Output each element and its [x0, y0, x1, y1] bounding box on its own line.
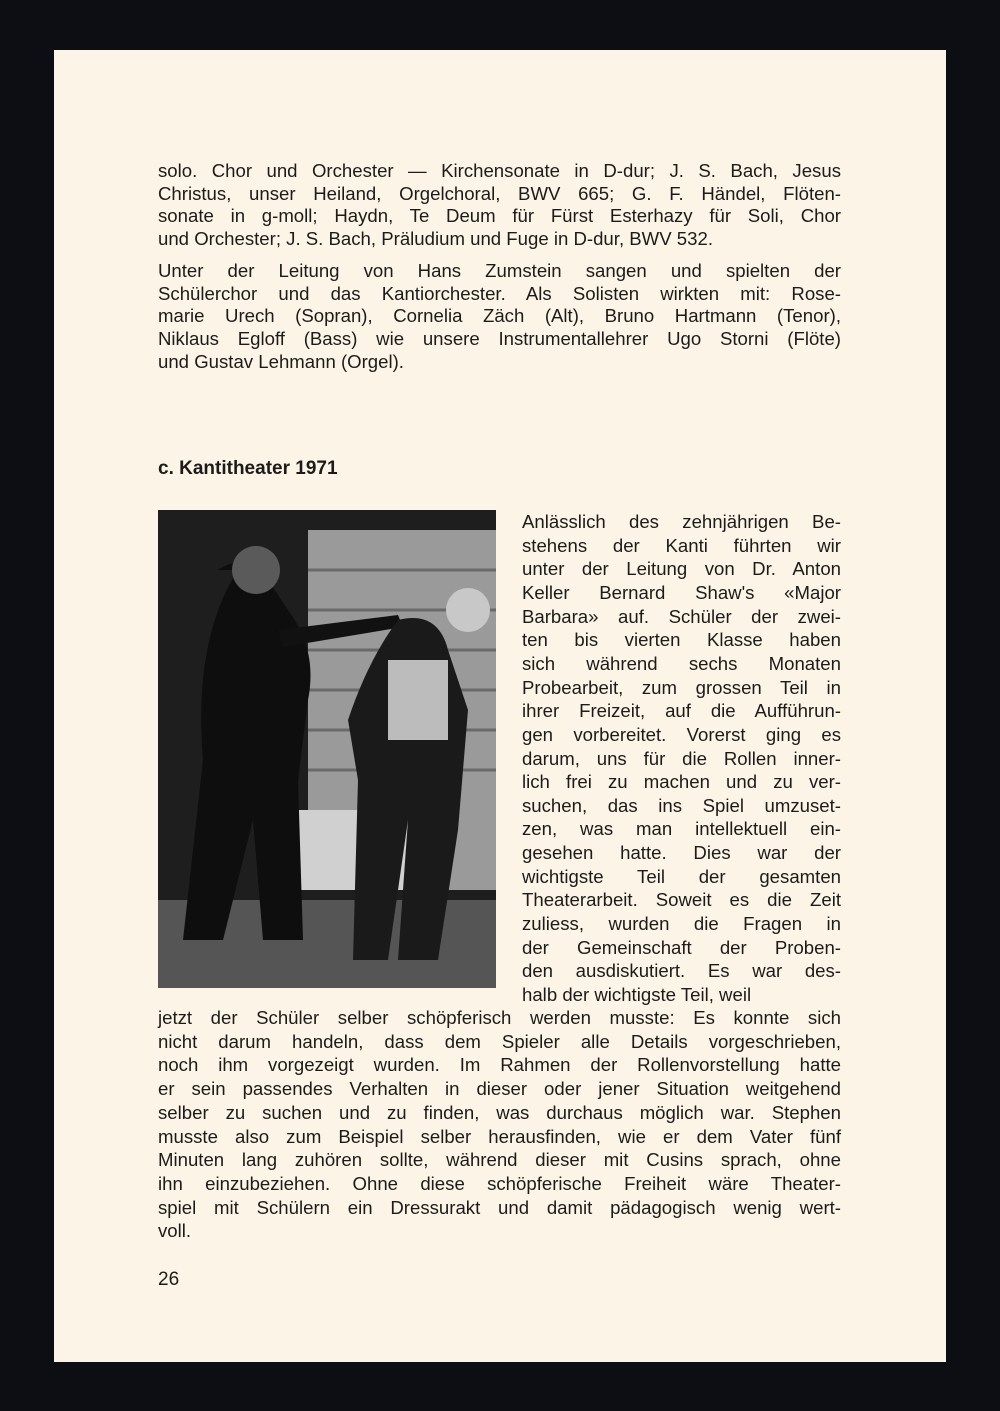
text-line: sonate in g-moll; Haydn, Te Deum für Fürst Esterhazy für Soli, Chor [158, 205, 841, 227]
column-text-line: sich während sechs Monaten [522, 652, 841, 674]
text-line: noch ihm vorgezeigt wurden. Im Rahmen der Rollenvorstellung hatte [158, 1054, 841, 1076]
section-heading: c. Kantitheater 1971 [158, 458, 338, 479]
text-line: musste also zum Beispiel selber herausfinden, wie er dem Vater fünf [158, 1125, 841, 1147]
column-text-line: unter der Leitung von Dr. Anton [522, 558, 841, 580]
text-line: jetzt der Schüler selber schöpferisch werden musste: Es konnte sich [158, 1007, 841, 1028]
text-line: selber zu suchen und zu finden, was durchaus möglich war. Stephen [158, 1101, 841, 1123]
text-line: spiel mit Schülern ein Dressurakt und damit pädagogisch wenig wert- [158, 1196, 841, 1218]
text-line: marie Urech (Sopran), Cornelia Zäch (Alt), Bruno Hartmann (Tenor), [158, 305, 841, 327]
column-text-line: stehens der Kanti führten wir [522, 534, 841, 556]
column-text-line: wichtigste Teil der gesamten [522, 865, 841, 887]
column-text-line: halb der wichtigste Teil, weil [522, 984, 752, 1005]
column-text-line: Barbara» auf. Schüler der zwei- [522, 605, 841, 627]
column-text-line: lich frei zu machen und zu ver- [522, 771, 841, 793]
text-line: nicht darum handeln, dass dem Spieler alle Details vorgeschrieben, [158, 1030, 841, 1052]
column-text-line: Probearbeit, zum grossen Teil in [522, 676, 841, 698]
column-text-line: darum, uns für die Rollen inner- [522, 747, 841, 769]
column-text-line: suchen, das ins Spiel umzuset- [522, 794, 841, 816]
column-text-line: Theaterarbeit. Soweit es die Zeit [522, 889, 841, 911]
text-line: und Gustav Lehmann (Orgel). [158, 350, 404, 372]
column-text-line: den ausdiskutiert. Es war des- [522, 960, 841, 982]
text-line: solo. Chor und Orchester — Kirchensonate in D-dur; J. S. Bach, Jesus [158, 160, 841, 181]
column-text-line: ihrer Freizeit, auf die Aufführun- [522, 700, 841, 722]
column-text-line: der Gemeinschaft der Proben- [522, 936, 841, 958]
text-line: Minuten lang zuhören sollte, während dieser mit Cusins sprach, ohne [158, 1149, 841, 1171]
text-line: Christus, unser Heiland, Orgelchoral, BWV 665; G. F. Händel, Flöten- [158, 182, 841, 204]
text-line: voll. [158, 1220, 192, 1242]
column-text-line: gen vorbereitet. Vorerst ging es [522, 723, 841, 745]
theater-photo [158, 510, 496, 988]
column-text-line: gesehen hatte. Dies war der [522, 842, 841, 864]
text-line: Niklaus Egloff (Bass) wie unsere Instrumentallehrer Ugo Storni (Flöte) [158, 328, 841, 350]
text-line: und Orchester; J. S. Bach, Präludium und Fuge in D-dur, BWV 532. [158, 228, 713, 250]
text-line: ihn einzubeziehen. Ohne diese schöpferische Freiheit wäre Theater- [158, 1172, 841, 1194]
column-text-line: ten bis vierten Klasse haben [522, 629, 841, 651]
text-line: Schülerchor und das Kantiorchester. Als Solisten wirkten mit: Rose- [158, 282, 841, 304]
page-number: 26 [158, 1269, 180, 1290]
document-page [54, 50, 946, 1362]
column-text-line: Keller Bernard Shaw's «Major [522, 581, 841, 603]
text-line: Unter der Leitung von Hans Zumstein sangen und spielten der [158, 260, 841, 281]
text-line: er sein passendes Verhalten in dieser oder jener Situation weitgehend [158, 1078, 841, 1100]
column-text-line: zen, was man intellektuell ein- [522, 818, 841, 840]
column-text-line: Anlässlich des zehnjährigen Be- [522, 511, 841, 532]
column-text-line: zuliess, wurden die Fragen in [522, 913, 841, 935]
